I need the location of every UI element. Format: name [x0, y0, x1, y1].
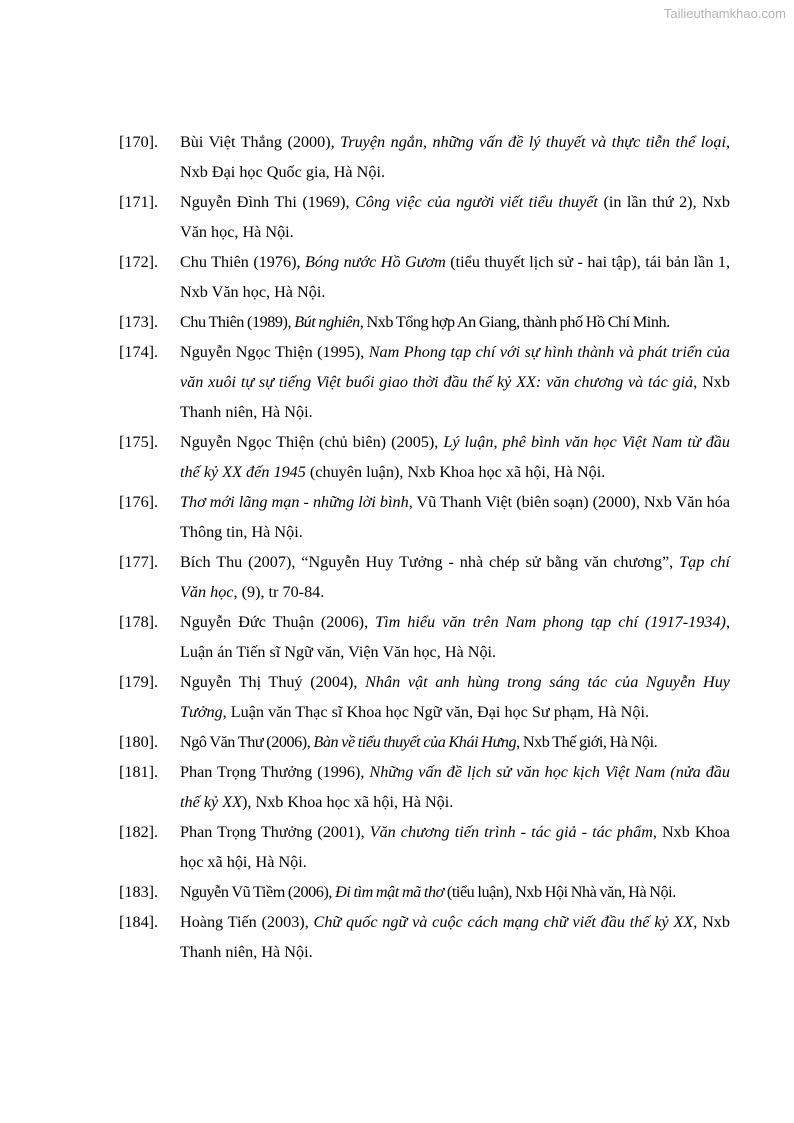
reference-entry: [119, 907, 730, 967]
reference-number: [179].: [119, 673, 159, 691]
reference-segment: Nguyễn Ngọc Thiện (1995),: [180, 343, 369, 361]
reference-segment: Hoàng Tiến (2003),: [180, 913, 314, 931]
reference-segment: Nxb Đại học Quốc gia, Hà Nội.: [180, 163, 385, 181]
reference-number: [180].: [119, 733, 159, 751]
reference-entry: [119, 127, 730, 187]
reference-number: [181].: [119, 763, 159, 781]
reference-segment: Phan Trọng Thưởng (2001),: [180, 823, 370, 841]
reference-entry: [119, 307, 730, 337]
reference-entry: [119, 817, 730, 877]
reference-title: Những vấn đề lịch sử văn học kịch Việt Nam (nửa đầu thế kỷ XX: [180, 763, 730, 811]
reference-segment: Nguyễn Ngọc Thiện (chủ biên) (2005),: [180, 433, 444, 451]
reference-number: [182].: [119, 823, 159, 841]
reference-number: [178].: [119, 613, 159, 631]
reference-number: [172].: [119, 253, 159, 271]
reference-segment: , Nxb Khoa học xã hội, Hà Nội.: [180, 823, 730, 871]
reference-text: [180, 907, 730, 967]
reference-text: [180, 187, 730, 247]
reference-list: [119, 127, 730, 967]
reference-text: [180, 427, 730, 487]
reference-number: [171].: [119, 193, 159, 211]
reference-segment: Nguyễn Vũ Tiềm (2006),: [180, 883, 336, 901]
reference-segment: , Nxb Thanh niên, Hà Nội.: [180, 373, 730, 421]
reference-entry: [119, 337, 730, 427]
reference-entry: [119, 607, 730, 667]
reference-entry: [119, 427, 730, 487]
reference-segment: Chu Thiên (1989),: [180, 313, 295, 331]
reference-segment: (chuyên luận), Nxb Khoa học xã hội, Hà Nội.: [305, 463, 606, 481]
reference-text: [180, 307, 730, 337]
reference-title: Bàn về tiểu thuyết của Khái Hưng: [313, 733, 517, 751]
reference-title: Lý luận, phê bình văn học Việt Nam từ đầu thế kỷ XX đến 1945: [180, 433, 730, 481]
reference-title: Công việc của người viết tiểu thuyết: [355, 193, 598, 211]
reference-entry: [119, 727, 730, 757]
reference-entry: [119, 547, 730, 607]
reference-text: [180, 127, 730, 187]
reference-text: [180, 607, 730, 667]
reference-title: Văn chương tiến trình - tác giả - tác phẩm: [369, 823, 653, 841]
reference-segment: Nguyễn Đức Thuận (2006),: [180, 613, 376, 631]
reference-title: Chữ quốc ngữ và cuộc cách mạng chữ viết đầu thế kỷ XX: [313, 913, 694, 931]
reference-segment: , Nxb Tổng hợp An Giang, thành phố Hồ Chí Minh.: [359, 313, 670, 331]
reference-title: Bút nghiên: [294, 313, 360, 331]
reference-segment: Nguyễn Đình Thi (1969),: [180, 193, 356, 211]
reference-number: [174].: [119, 343, 159, 361]
reference-segment: Ngô Văn Thư (2006),: [180, 733, 314, 751]
reference-entry: [119, 487, 730, 547]
reference-segment: Bùi Việt Thắng (2000),: [180, 133, 341, 151]
reference-segment: Phan Trọng Thưởng (1996),: [180, 763, 370, 781]
reference-entry: [119, 757, 730, 817]
reference-segment: , Vũ Thanh Việt (biên soạn) (2000), Nxb Văn hóa Thông tin, Hà Nội.: [180, 493, 730, 541]
reference-number: [177].: [119, 553, 159, 571]
reference-entry: [119, 877, 730, 907]
reference-segment: Chu Thiên (1976),: [180, 253, 305, 271]
watermark-text: Tailieuthamkhao.com: [663, 6, 786, 21]
reference-text: [180, 727, 730, 757]
reference-text: [180, 817, 730, 877]
reference-segment: (in lần thứ 2), Nxb Văn học, Hà Nội.: [180, 193, 730, 241]
reference-text: [180, 877, 730, 907]
reference-segment: , (9), tr 70-84.: [233, 583, 325, 601]
reference-entry: [119, 187, 730, 247]
reference-entry: [119, 667, 730, 727]
reference-segment: , Luận văn Thạc sĩ Khoa học Ngữ văn, Đại học Sư phạm, Hà Nội.: [222, 703, 650, 721]
reference-segment: (tiểu luận), Nxb Hội Nhà văn, Hà Nội.: [443, 883, 676, 901]
reference-segment: ), Nxb Khoa học xã hội, Hà Nội.: [242, 793, 454, 811]
reference-segment: Bích Thu (2007), “Nguyễn Huy Tưởng - nhà chép sử bằng văn chương”,: [180, 553, 680, 571]
reference-text: [180, 337, 730, 427]
reference-number: [175].: [119, 433, 159, 451]
reference-segment: , Luận án Tiến sĩ Ngữ văn, Viện Văn học, Hà Nội.: [180, 613, 730, 661]
reference-title: Thơ mới lãng mạn - những lời bình: [180, 493, 409, 511]
reference-title: Tìm hiểu văn trên Nam phong tạp chí (1917-1934): [375, 613, 726, 631]
reference-segment: , Nxb Thanh niên, Hà Nội.: [180, 913, 730, 961]
reference-number: [173].: [119, 313, 159, 331]
reference-text: [180, 667, 730, 727]
reference-entry: [119, 247, 730, 307]
reference-text: [180, 757, 730, 817]
reference-title: Bóng nước Hồ Gươm: [304, 253, 446, 271]
reference-number: [170].: [119, 133, 159, 151]
reference-text: [180, 487, 730, 547]
reference-title: Nhân vật anh hùng trong sáng tác của Nguyễn Huy Tưởng: [180, 673, 730, 721]
reference-number: [183].: [119, 883, 159, 901]
reference-segment: (tiểu thuyết lịch sử - hai tập), tái bản lần 1, Nxb Văn học, Hà Nội.: [180, 253, 730, 301]
reference-segment: , Nxb Thế giới, Hà Nội.: [516, 733, 658, 751]
reference-title: Truyện ngắn, những vấn đề lý thuyết và thực tiễn thể loại,: [340, 133, 730, 151]
reference-title: Đi tìm mật mã thơ: [335, 883, 444, 901]
reference-text: [180, 247, 730, 307]
reference-text: [180, 547, 730, 607]
reference-title: Tạp chí Văn học: [180, 553, 731, 601]
reference-number: [184].: [119, 913, 159, 931]
reference-segment: Nguyễn Thị Thuý (2004),: [180, 673, 366, 691]
reference-number: [176].: [119, 493, 159, 511]
reference-title: Nam Phong tạp chí với sự hình thành và phát triển của văn xuôi tự sự tiếng Việt buổi giao thời đầu thế kỷ XX: văn chương và tác giả: [180, 343, 730, 391]
